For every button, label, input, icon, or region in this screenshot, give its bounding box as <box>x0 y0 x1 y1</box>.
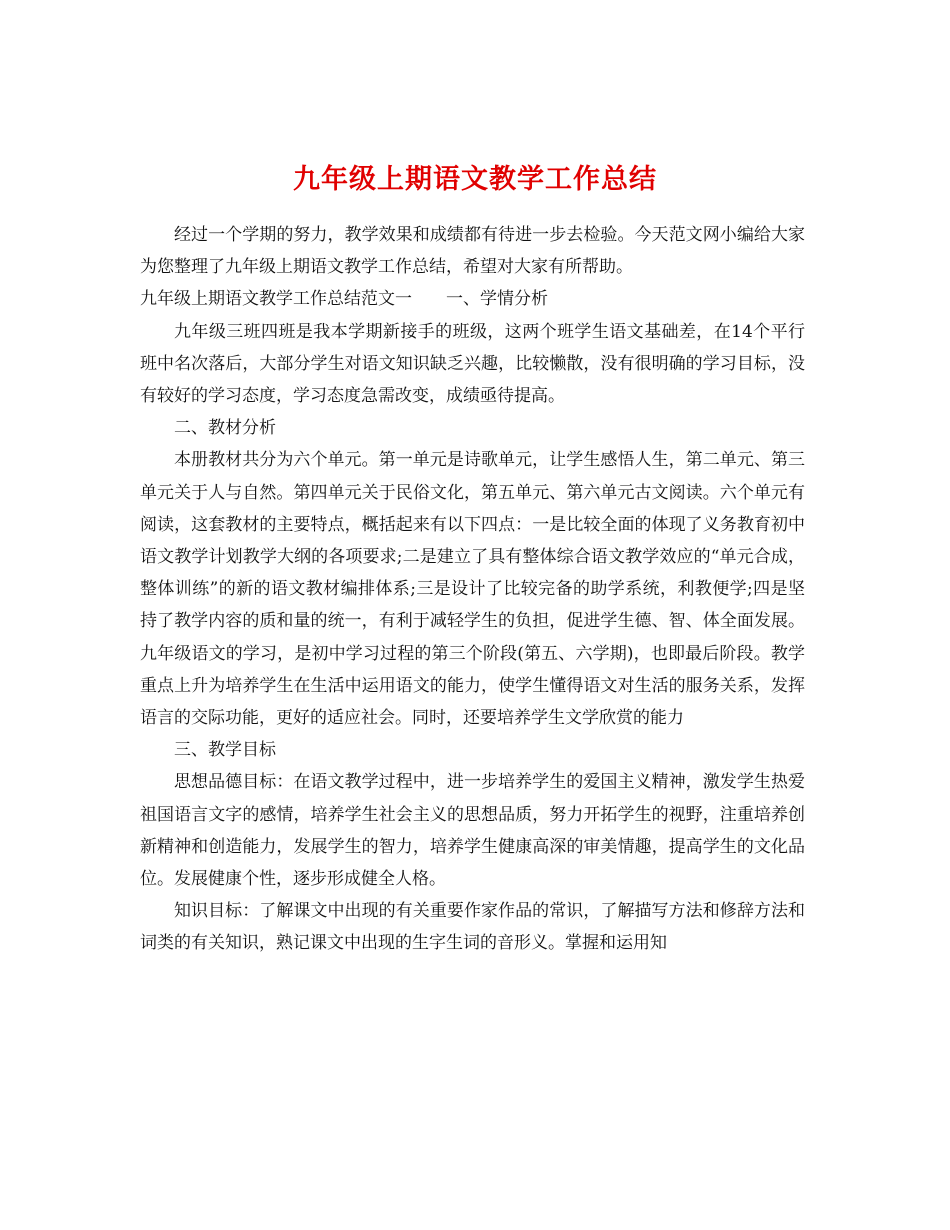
knowledge-goal-paragraph: 知识目标：了解课文中出现的有关重要作家作品的常识，了解描写方法和修辞方法和词类的有关知识，熟记课文中出现的生字生词的音形义。掌握和运用知 <box>140 901 805 954</box>
section-heading-sample-one: 九年级上期语文教学工作总结范文一 一、学情分析 <box>140 289 548 310</box>
moral-goal-paragraph: 思想品德目标：在语文教学过程中，进一步培养学生的爱国主义精神，激发学生热爱祖国语言文字的感情，培养学生社会主义的思想品质，努力开拓学生的视野，注重培养创新精神和创造能力，发展学生的智力，培养学生健康高深的审美情趣，提高学生的文化品位。发展健康个性，逐步形成健全人格。 <box>140 772 805 890</box>
page-title: 九年级上期语文教学工作总结 <box>293 164 657 196</box>
student-analysis-paragraph: 九年级三班四班是我本学期新接手的班级，这两个班学生语文基础差，在14个平行班中名次落后，大部分学生对语文知识缺乏兴趣，比较懒散，没有很明确的学习目标，没有较好的学习态度，学习态度急需改变，成绩亟待提高。 <box>140 321 805 407</box>
section-heading-teaching-goals: 三、教学目标 <box>174 740 276 761</box>
textbook-analysis-paragraph: 本册教材共分为六个单元。第一单元是诗歌单元，让学生感悟人生，第二单元、第三单元关于人与自然。第四单元关于民俗文化，第五单元、第六单元古文阅读。六个单元有阅读，这套教材的主要特点，概括起来有以下四点：一是比较全面的体现了义务教育初中语文教学计划教学大纲的各项要求;二是建立了具有整体综合语文教学效应的“单元合成，整体训练”的新的语文教材编排体系;三是设计了比较完备的助学系统，利教便学;四是坚持了教学内容的质和量的统一，有利于减轻学生的负担，促进学生德、智、体全面发展。九年级语文的学习，是初中学习过程的第三个阶段(第五、六学期)，也即最后阶段。教学重点上升为培养学生在生活中运用语文的能力，使学生懂得语文对生活的服务关系，发挥语言的交际功能，更好的适应社会。同时，还要培养学生文学欣赏的能力 <box>140 450 805 729</box>
intro-paragraph: 经过一个学期的努力，教学效果和成绩都有待进一步去检验。今天范文网小编给大家为您整理了九年级上期语文教学工作总结，希望对大家有所帮助。 <box>140 225 805 278</box>
section-heading-textbook-analysis: 二、教材分析 <box>174 418 276 439</box>
document-body <box>140 219 805 960</box>
